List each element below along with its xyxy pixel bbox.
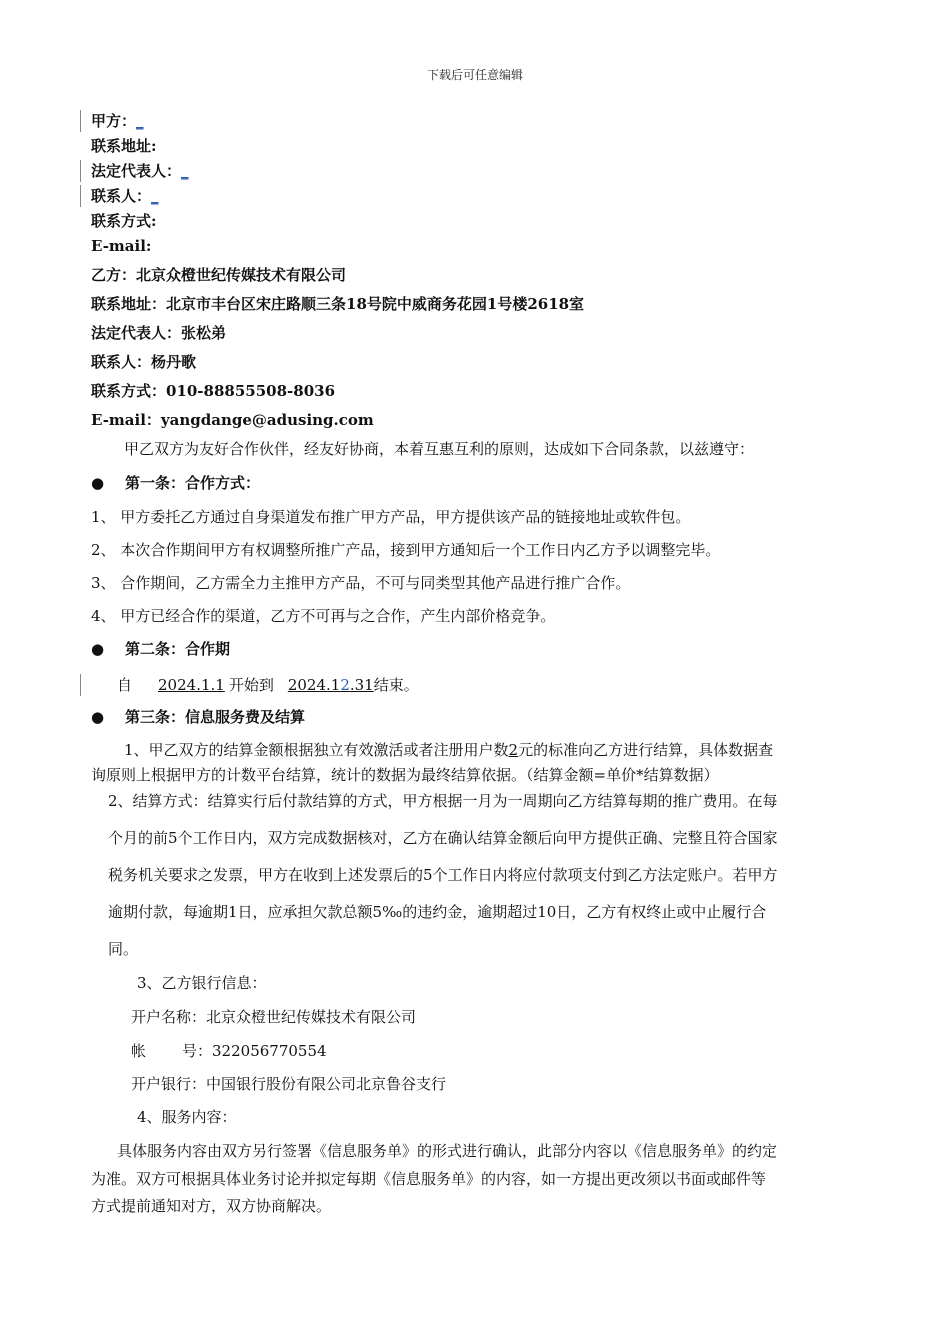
period-end-label: 结束。 — [373, 676, 419, 694]
party-a-contact-blank[interactable]: _ — [151, 187, 159, 205]
party-a-contact-label: 联系人： — [91, 187, 152, 205]
settlement-method-line: 个月的前5个工作日内，双方完成数据核对，乙方在确认结算金额后向甲方提供正确、完整且符合国家 — [108, 829, 778, 847]
settlement-method-line: 税务机关要求之发票，甲方在收到上述发票后的5个工作日内将应付款项支付到乙方法定账户。若甲方 — [108, 866, 778, 884]
bank-account-number: 帐 号：322056770554 — [131, 1042, 327, 1060]
bullet-icon: ● — [91, 708, 105, 726]
period-from-label: 自 — [117, 676, 133, 694]
intro-paragraph: 甲乙双方为友好合作伙伴，经友好协商，本着互惠互利的原则，达成如下合同条款，以兹遵守： — [124, 440, 755, 458]
party-b-address: 联系地址：北京市丰台区宋庄路顺三条18号院中威商务花园1号楼2618室 — [91, 295, 585, 313]
bullet-icon: ● — [91, 640, 105, 658]
party-a-rep-line — [91, 160, 189, 182]
change-bar — [80, 160, 81, 182]
party-a-rep-blank[interactable]: _ — [181, 162, 189, 180]
service-content-title: 4、服务内容： — [137, 1108, 237, 1126]
settlement-paragraph-1: 1、甲乙双方的结算金额根据独立有效激活或者注册用户数2元的标准向乙方进行结算，具体数据查 — [124, 741, 774, 759]
period-end-date[interactable]: 2024.12.31 — [287, 676, 374, 694]
article-1-item: 4、 甲方已经合作的渠道，乙方不可再与之合作，产生内部价格竞争。 — [91, 607, 556, 625]
party-a-email: E-mail: — [91, 237, 152, 255]
article-1-item: 3、 合作期间，乙方需全力主推甲方产品，不可与同类型其他产品进行推广合作。 — [91, 574, 631, 592]
bank-info-title: 3、乙方银行信息： — [137, 974, 267, 992]
cooperation-period — [117, 674, 419, 696]
settlement-method-line: 2、结算方式：结算实行后付款结算的方式，甲方根据一月为一周期向乙方结算每期的推广费用。在每 — [108, 792, 778, 810]
bank-branch: 开户银行：中国银行股份有限公司北京鲁谷支行 — [131, 1075, 447, 1093]
change-bar — [80, 185, 81, 207]
party-a-blank[interactable]: _ — [136, 112, 144, 130]
article-3-title: 第三条：信息服务费及结算 — [125, 708, 306, 726]
party-b-contact: 联系人：杨丹歌 — [91, 353, 197, 371]
service-content-line: 方式提前通知对方，双方协商解决。 — [91, 1197, 332, 1215]
article-1-title: 第一条：合作方式： — [125, 474, 261, 492]
article-2-heading — [91, 638, 230, 660]
party-b-rep: 法定代表人：张松弟 — [91, 324, 227, 342]
party-a-line — [91, 110, 144, 132]
settlement-paragraph-1-line-2: 询原则上根据甲方的计数平台结算，统计的数据为最终结算依据。（结算金额=单价*结算数据） — [91, 766, 719, 784]
article-1-item: 2、 本次合作期间甲方有权调整所推广产品，接到甲方通知后一个工作日内乙方予以调整完毕。 — [91, 541, 721, 559]
party-b-name: 乙方：北京众橙世纪传媒技术有限公司 — [91, 266, 347, 284]
article-1-item: 1、 甲方委托乙方通过自身渠道发布推广甲方产品，甲方提供该产品的链接地址或软件包。 — [91, 508, 691, 526]
change-bar — [80, 110, 81, 132]
party-a-address: 联系地址: — [91, 137, 157, 155]
bank-account-name: 开户名称：北京众橙世纪传媒技术有限公司 — [131, 1008, 417, 1026]
service-content-line: 为准。双方可根据具体业务讨论并拟定每期《信息服务单》的内容，如一方提出更改须以书面或邮件等 — [91, 1170, 767, 1188]
article-2-title: 第二条：合作期 — [125, 640, 231, 658]
service-content-line: 具体服务内容由双方另行签署《信息服务单》的形式进行确认，此部分内容以《信息服务单》的约定 — [117, 1142, 778, 1160]
article-1-heading — [91, 472, 260, 494]
unit-price[interactable]: 2 — [508, 741, 519, 759]
period-mid-label: 开始到 — [228, 676, 274, 694]
page-header: 下载后可任意编辑 — [426, 68, 523, 82]
party-a-label: 甲方： — [91, 112, 137, 130]
party-a-contact-line — [91, 185, 159, 207]
settlement-method-line: 同。 — [108, 940, 139, 958]
article-3-heading — [91, 706, 305, 728]
party-a-rep-label: 法定代表人： — [91, 162, 182, 180]
party-b-email: E-mail：yangdange@adusing.com — [91, 411, 374, 429]
bullet-icon: ● — [91, 474, 105, 492]
period-start-date[interactable]: 2024.1.1 — [158, 676, 225, 694]
party-b-phone: 联系方式：010-88855508-8036 — [91, 382, 336, 400]
change-bar — [80, 674, 81, 696]
party-a-phone: 联系方式: — [91, 212, 157, 230]
settlement-method-line: 逾期付款，每逾期1日，应承担欠款总额5‰的违约金，逾期超过10日，乙方有权终止或中止履行合 — [108, 903, 767, 921]
